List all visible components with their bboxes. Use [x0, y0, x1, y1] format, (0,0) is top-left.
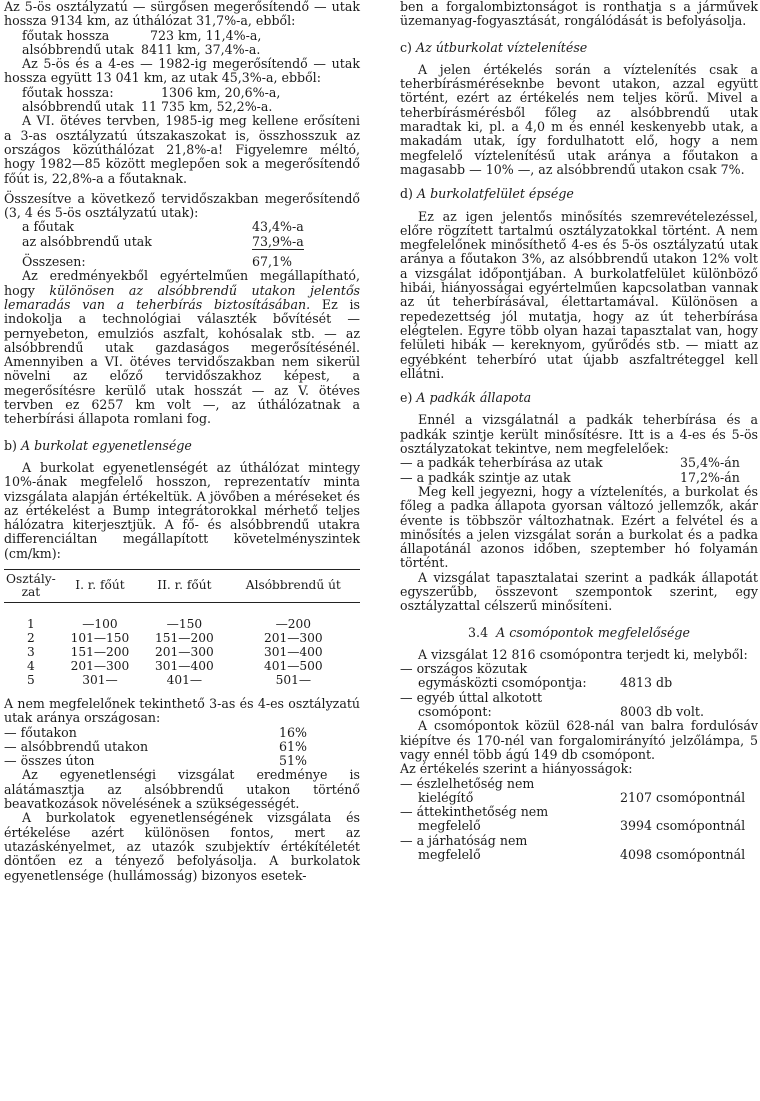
list-item: megfelelő 3994 csomópontnál [418, 818, 746, 834]
summary-total: Összesen: 67,1% [22, 254, 293, 270]
paragraph: Az értékelés szerint a hiányosságok: [400, 761, 633, 777]
list-item: alsóbbrendű utak 11 735 km, 52,2%-a. [22, 99, 273, 115]
list-item: — áttekinthetőség nem [400, 804, 549, 820]
table-row: 5 301— 401— 501— [26, 672, 312, 687]
paragraph: A jelen értékelés során a víztelenítés csak a teherbírásméréseknbe bevont utakon, azzal együtt történt, ezért az értékelés nem teljes körű. Mivel a teherbírásmérésből főleg az alsóbbrendű utak maradtak ki, pl. a 4,0 m és ennél keskenyebb utak, a makadám utak, így fordulhatott elő, hogy a nem megfelelő víztelenítésű utak aránya a főutakon a magasabb — 10% —, az alsóbbrendű utakon csak 7%. [400, 61, 758, 177]
paragraph: Ez az igen jelentős minősítés szemrevételezéssel, előre rögzített tartalmú osztályzatokkal történt. A nem megfelelőnek minősíthető 4-es és 5-ös osztályzatú utak aránya a főutakon 3%, az alsóbbrendű utakon 12% volt a vizsgálat időpontjában. A burkolatfelület különböző hibái, hiányosságai egyértelműen kapcsolatban vannak az út teherbírásával, élettartamával. Különösen a repedezettség jól mutatja, hogy az út teherbírása elégtelen. Egyre több olyan hazai tapasztalat van, hogy felületi hibák — kereknyom, gyűrődés stb. — miatt az egyébként teherbíró utat újabb aszfaltréteggel kell ellátni. [400, 208, 758, 381]
table-header: I. r. főút [58, 569, 142, 602]
section-heading: 3.4 A csomópontok megfelelősége [468, 624, 690, 640]
paragraph: Az egyenetlenségi vizsgálat eredménye is alátámasztja az alsóbbrendű utakon történő beavatkozások növelésének a szükségességét. [4, 767, 360, 812]
paragraph: ben a forgalombiztonságot is ronthatja s a járművek üzemanyag-fogyasztását, rongálódását is befolyásolja. [400, 0, 758, 29]
paragraph: A burkolat egyenetlenségét az úthálózat mintegy 10%-ának megfelelő hosszon, reprezentatív minta vizsgálata alapján értékeltük. A jövőben a méréseket és az értékelést a Bump integrátorokkal mérhető teljes hálózatra kiterjesztjük. A fő- és alsóbbrendű utakra differenciáltan megállapított követelményszintek (cm/km): [4, 459, 360, 561]
table-header-row [4, 569, 360, 602]
paragraph: Az 5-ös osztályzatú — sürgősen megerősítendő — utak hossza 9134 km, az úthálózat 31,7%-a, ebből: [4, 0, 360, 29]
list-item: — a padkák teherbírása az utak 35,4%-án [400, 455, 740, 471]
list-item: csomópont: 8003 db volt. [418, 704, 704, 720]
list-item: — országos közutak [400, 661, 528, 677]
list-item: — észlelhetőség nem [400, 775, 535, 791]
table-header: II. r. főút [142, 569, 226, 602]
list-item: — a járhatóság nem [400, 832, 528, 848]
list-item: egymásközti csomópontja: 4813 db [418, 675, 673, 691]
ratio-item: — alsóbbrendű utakon 61% [4, 738, 307, 754]
list-item: kielégítő 2107 csomópontnál [418, 789, 746, 805]
list-item: főutak hossza 723 km, 11,4%-a, [22, 27, 262, 43]
paragraph: Az 5-ös és a 4-es — 1982-ig megerősítendő — utak hossza együtt 13 041 km, az utak 45,3%-a, ebből: [4, 56, 360, 86]
table-row: 4 201—300 301—400 401—500 [26, 658, 323, 673]
table-row: 2 101—150 151—200 201—300 [26, 630, 323, 645]
ratio-item: — összes úton 51% [4, 753, 307, 769]
list-item: — a padkák szintje az utak 17,2%-án [400, 469, 740, 485]
table-row: 1 —100 —150 —200 [26, 616, 312, 631]
requirements-table [4, 569, 360, 687]
paragraph: A vizsgálat tapasztalatai szerint a padkák állapotát egyszerűbb, összevont szempontok szerint, egy osztályzattal célszerű minősíteni. [400, 569, 758, 614]
list-item: megfelelő 4098 csomópontnál [418, 847, 746, 863]
paragraph: Ennél a vizsgálatnál a padkák teherbírása és a padkák szintje került minősítésre. Itt is a 4-es és 5-ös osztályzatokat tekintve, nem megfelelőek: [400, 412, 758, 457]
paragraph: A vizsgálat 12 816 csomópontra terjedt ki, melyből: [418, 646, 748, 662]
paragraph: A VI. ötéves tervben, 1985-ig meg kellene erősíteni a 3-as osztályzatú útszakaszokat is, összhosszuk az országos közúthálózat 21,8%-a! Figyelemre méltó, hogy 1982—85 között meglepően sok a megerősítendő főút is, 22,8%-a a főutaknak. [4, 113, 360, 186]
table-row: 3 151—200 201—300 301—400 [26, 644, 323, 659]
section-heading: e) A padkák állapota [400, 390, 532, 406]
left-column [4, 0, 360, 883]
table-header: Alsóbbrendű út [227, 569, 360, 602]
section-heading: b) A burkolat egyenetlensége [4, 437, 192, 453]
paragraph: A csomópontok közül 628-nál van balra fordulósáv kiépítve és 170-nél van forgalomirányító jelzőlámpa, 5 vagy ennél több ágú 149 db csomópont. [400, 718, 758, 762]
paragraph: A nem megfelelőnek tekinthető 3-as és 4-es osztályzatú utak aránya országosan: [4, 695, 360, 726]
paragraph: Meg kell jegyezni, hogy a víztelenítés, a burkolat és főleg a padka állapota gyorsan változó jellemzők, akár évente is többször változhatnak. Ezért a felvétel és a minősítés a jelen vizsgálat során a burkolat és a padka állapotánál azonos időben, szeptember hó folyamán történt. [400, 483, 758, 571]
paragraph: A burkolatok egyenetlenségének vizsgálata és értékelése azért különösen fontos, mert az utazáskényelmet, az utazók szubjektív értékítéletét döntően ez a tényező befolyásolja. A burkolatok egyenetlensége (hullámosság) bizonyos esetek- [4, 810, 360, 883]
summary-item: az alsóbbrendű utak 73,9%-a [22, 233, 304, 249]
section-heading: c) Az útburkolat víztelenítése [400, 39, 588, 55]
list-item: alsóbbrendű utak 8411 km, 37,4%-a. [22, 41, 261, 57]
list-item: főutak hossza: 1306 km, 20,6%-a, [22, 84, 281, 100]
section-heading: d) A burkolatfelület épsége [400, 186, 574, 202]
paragraph: Összesítve a következő tervidőszakban megerősítendő (3, 4 és 5-ös osztályzatú utak): [4, 190, 360, 221]
right-column [400, 0, 758, 862]
ratio-item: — főutakon 16% [4, 724, 307, 740]
table-header: Osztály- zat [4, 569, 58, 602]
list-item: — egyéb úttal alkotott [400, 689, 543, 705]
paragraph: Az eredményekből egyértelműen megállapítható, hogy különösen az alsóbbrendű utakon jelentős lemaradás van a teherbírás biztosításában. Ez is indokolja a technológiai választék bővítését — pernyebeton, emulziós aszfalt, kohósalak stb. — az alsóbbrendű utak gazdaságos megerősítésénél. Amennyiben a VI. ötéves tervidőszakban nem sikerül növelni az előző tervidőszakhoz képest, a megerősítésre kerülő utak hosszát — az V. ötéves tervben ez 6257 km volt —, az úthálózatnak a teherbírási állapota romlani fog. [4, 268, 361, 427]
summary-item: a főutak 43,4%-a [22, 219, 304, 235]
